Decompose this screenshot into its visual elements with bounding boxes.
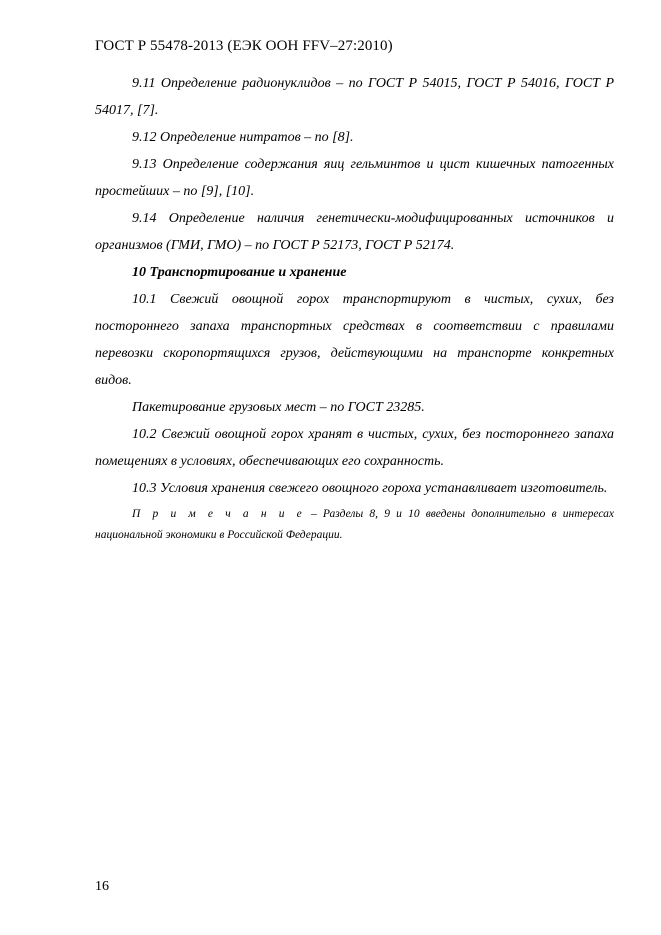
note-text: – Разделы 8, 9 и 10 введены дополнительно в интересах национальной экономики в Российской Федерации. — [95, 508, 615, 541]
paragraph-9-14: 9.14 Определение наличия генетически-модифицированных источников и организмов (ГМИ, ГМО) – по ГОСТ Р 52173, ГОСТ Р 52174. — [95, 211, 614, 253]
paragraph-9-12: 9.12 Определение нитратов – по [8]. — [132, 130, 354, 145]
section-10-heading: 10 Транспортирование и хранение — [132, 265, 347, 280]
note-paragraph — [95, 504, 614, 546]
page-body — [95, 70, 614, 546]
paragraph-packaging: Пакетирование грузовых мест – по ГОСТ 23285. — [132, 400, 425, 415]
paragraph-10-3: 10.3 Условия хранения свежего овощного гороха устанавливает изготовитель. — [132, 481, 608, 496]
page-number: 16 — [95, 879, 109, 894]
paragraph-10-2: 10.2 Свежий овощной горох хранят в чистых, сухих, без постороннего запаха помещениях в условиях, обеспечивающих его сохранность. — [95, 427, 614, 469]
paragraph-9-13: 9.13 Определение содержания яиц гельминтов и цист кишечных патогенных простейших – по [9], [10]. — [95, 157, 614, 199]
note-label: П р и м е ч а н и е — [132, 508, 305, 520]
document-header: ГОСТ Р 55478-2013 (ЕЭК ООН FFV–27:2010) — [95, 38, 393, 54]
paragraph-10-1: 10.1 Свежий овощной горох транспортируют в чистых, сухих, без постороннего запаха транспортных средствах в соответствии с правилами перевозки скоропортящихся грузов, действующими на транспорте конкретных видов. — [95, 292, 614, 388]
paragraph-9-11: 9.11 Определение радионуклидов – по ГОСТ Р 54015, ГОСТ Р 54016, ГОСТ Р 54017, [7]. — [95, 76, 614, 118]
